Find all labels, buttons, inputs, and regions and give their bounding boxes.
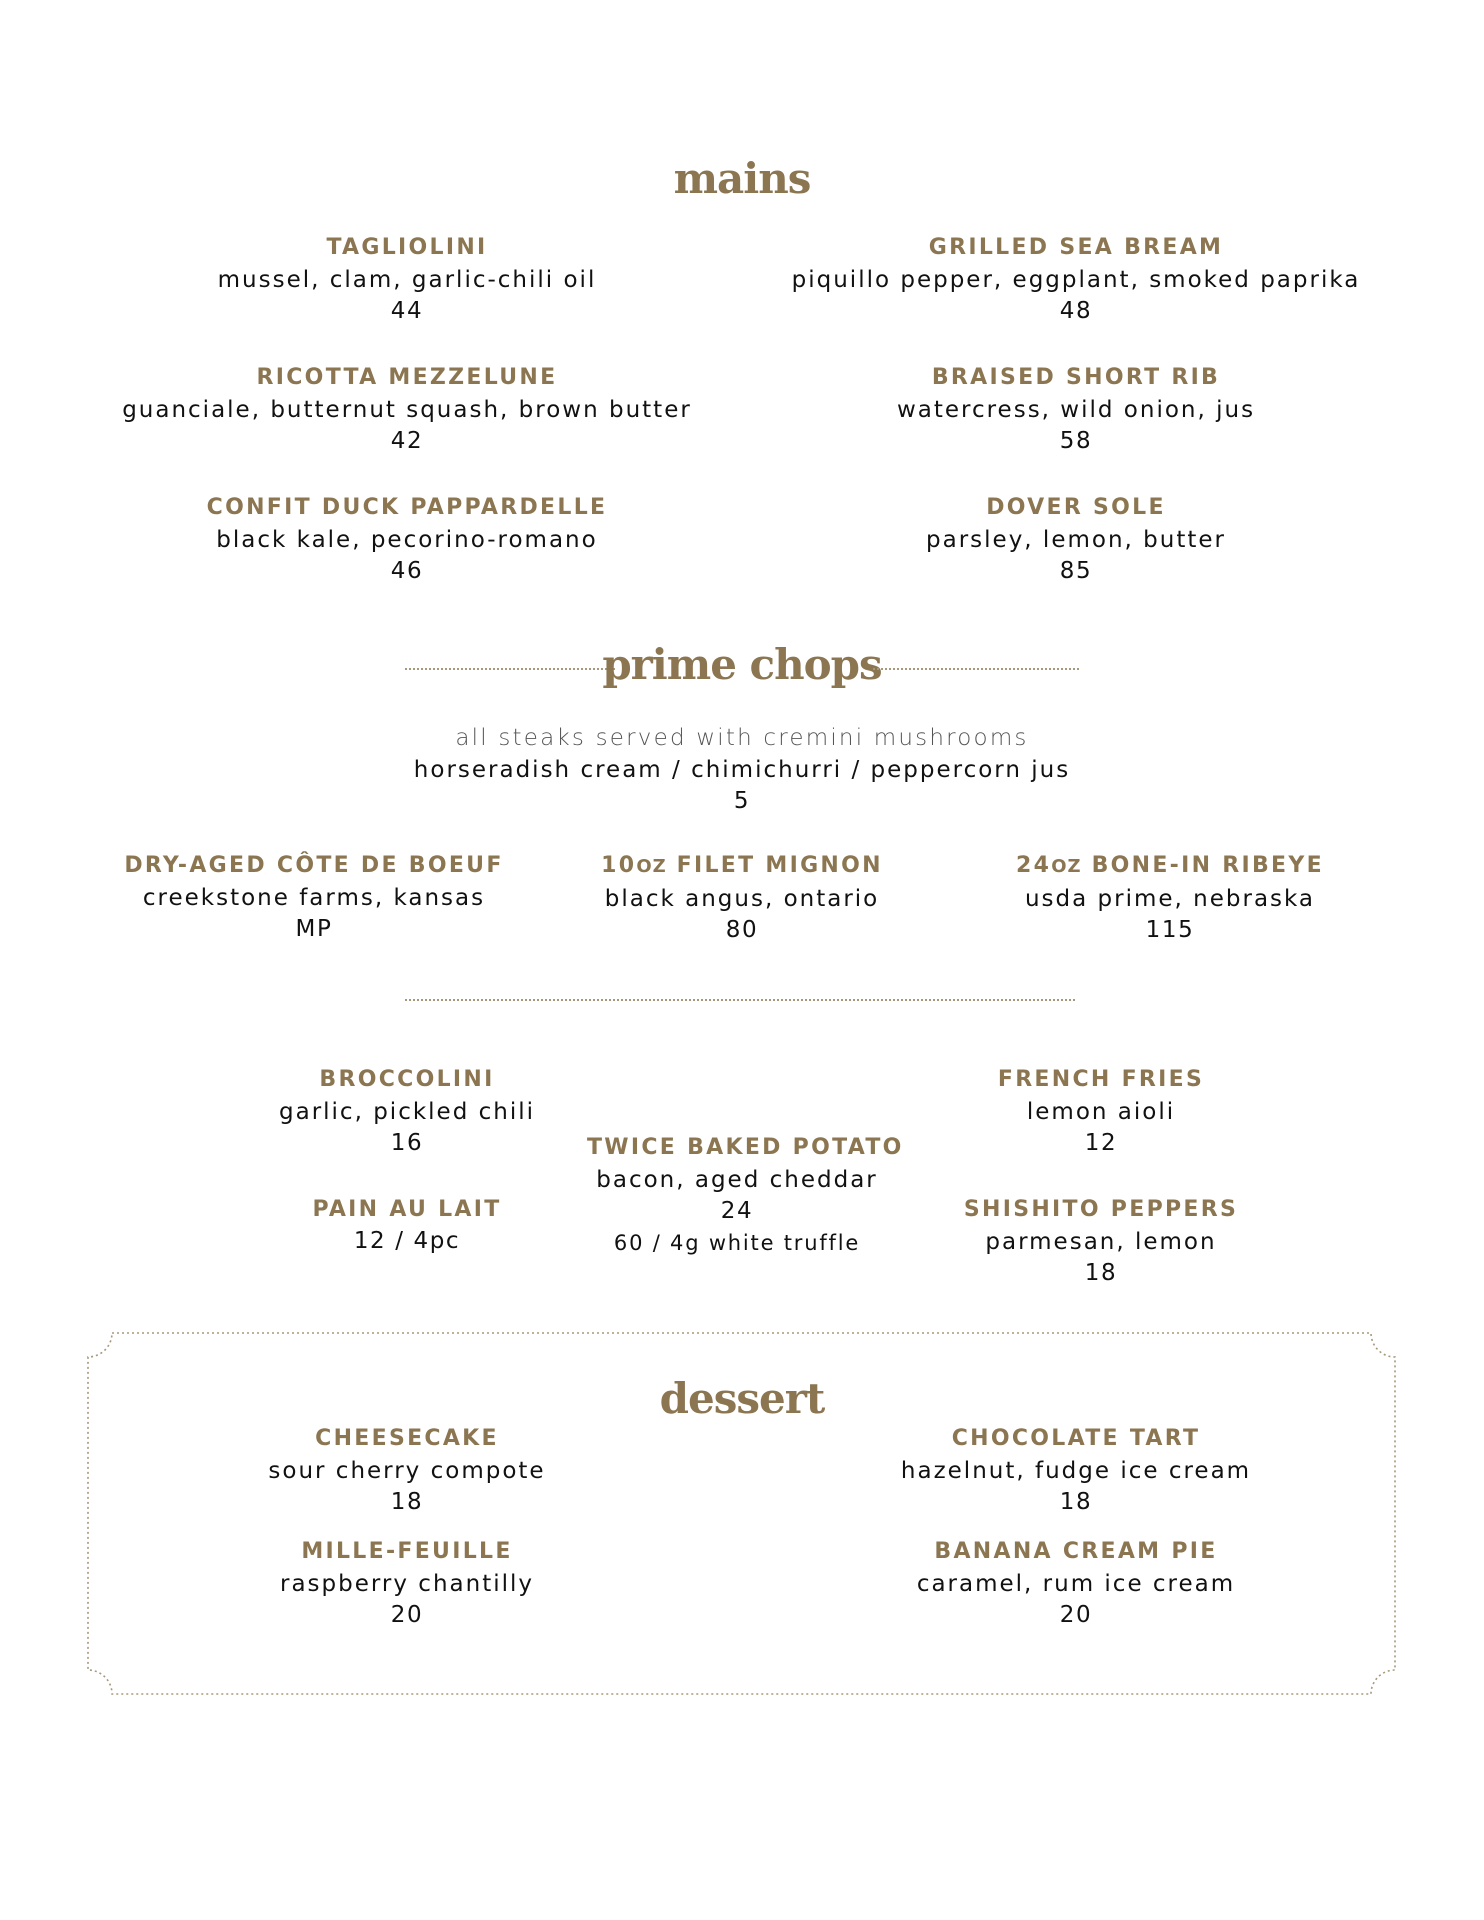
item-name: TWICE BAKED POTATO	[587, 1135, 904, 1160]
item-price: 58	[1059, 428, 1093, 454]
item-name: BROCCOLINI	[319, 1067, 495, 1092]
item-price: 48	[1059, 298, 1093, 324]
item-description: garlic, pickled chili	[279, 1099, 535, 1125]
item-price: 20	[1059, 1602, 1093, 1628]
item-name: CHOCOLATE TART	[951, 1426, 1201, 1451]
item-price: 16	[390, 1130, 424, 1156]
item-name: GRILLED SEA BREAM	[928, 235, 1224, 260]
item-name: BANANA CREAM PIE	[934, 1539, 1218, 1564]
item-name: CHEESECAKE	[315, 1426, 499, 1451]
item-description: hazelnut, fudge ice cream	[900, 1458, 1252, 1484]
section-title-mains: mains	[673, 154, 811, 203]
item-description: bacon, aged cheddar	[596, 1167, 878, 1193]
item-description: caramel, rum ice cream	[916, 1571, 1236, 1597]
menu-item-mille-feuille	[257, 1536, 557, 1630]
item-extra-price: 60 / 4g white truffle	[613, 1231, 861, 1255]
item-name: TAGLIOLINI	[326, 235, 488, 260]
item-description: mussel, clam, garlic-chili oil	[217, 267, 597, 293]
steak-note-line2: horseradish cream / chimichurri / peppercorn jus	[413, 757, 1071, 783]
item-price: 46	[390, 558, 424, 584]
item-description: guanciale, butternut squash, brown butter	[122, 397, 692, 423]
item-name: FRENCH FRIES	[997, 1067, 1205, 1092]
item-price: 115	[1145, 917, 1195, 943]
item-description: sour cherry compote	[268, 1458, 546, 1484]
item-name: MILLE-FEUILLE	[301, 1539, 513, 1564]
item-price: 85	[1059, 558, 1093, 584]
item-description: raspberry chantilly	[279, 1571, 534, 1597]
section-title-dessert: dessert	[659, 1374, 825, 1423]
item-price: 80	[725, 917, 759, 943]
item-price: 42	[390, 428, 424, 454]
item-name: CONFIT DUCK PAPPARDELLE	[206, 495, 608, 520]
item-name: RICOTTA MEZZELUNE	[256, 365, 558, 390]
item-name: 10OZ FILET MIGNON	[601, 853, 883, 878]
item-description: usda prime, nebraska	[1024, 886, 1316, 912]
item-name: BRAISED SHORT RIB	[931, 365, 1221, 390]
item-price: 12	[1084, 1130, 1118, 1156]
item-description: parmesan, lemon	[985, 1229, 1217, 1255]
item-price: 24	[720, 1198, 754, 1224]
steak-note-line1: all steaks served with cremini mushrooms	[455, 725, 1029, 751]
item-price: 18	[1084, 1260, 1118, 1286]
item-price: 44	[390, 298, 424, 324]
item-name: SHISHITO PEPPERS	[963, 1197, 1239, 1222]
item-price: 20	[390, 1602, 424, 1628]
item-price: 18	[390, 1489, 424, 1515]
item-description: lemon aioli	[1026, 1099, 1176, 1125]
menu-item-chocolate-tart	[876, 1423, 1276, 1517]
item-name: 24OZ BONE-IN RIBEYE	[1016, 853, 1324, 878]
item-name: DOVER SOLE	[986, 495, 1166, 520]
item-name: DRY-AGED CÔTE DE BOEUF	[124, 853, 504, 878]
item-description: piquillo pepper, eggplant, smoked paprika	[791, 267, 1361, 293]
item-description: watercress, wild onion, jus	[896, 397, 1256, 423]
item-description: black kale, pecorino-romano	[216, 527, 598, 553]
section-title-prime-chops: prime chops	[602, 640, 882, 689]
item-price: 12 / 4pc	[353, 1228, 461, 1254]
item-price: MP	[295, 916, 333, 942]
menu-item-cheesecake	[257, 1423, 557, 1517]
item-description: parsley, lemon, butter	[926, 527, 1226, 553]
steak-note-price: 5	[733, 788, 751, 814]
item-description: black angus, ontario	[604, 886, 880, 912]
item-name: PAIN AU LAIT	[312, 1197, 502, 1222]
item-price: 18	[1059, 1489, 1093, 1515]
menu-item-banana-cream-pie	[876, 1536, 1276, 1630]
item-description: creekstone farms, kansas	[142, 885, 486, 911]
